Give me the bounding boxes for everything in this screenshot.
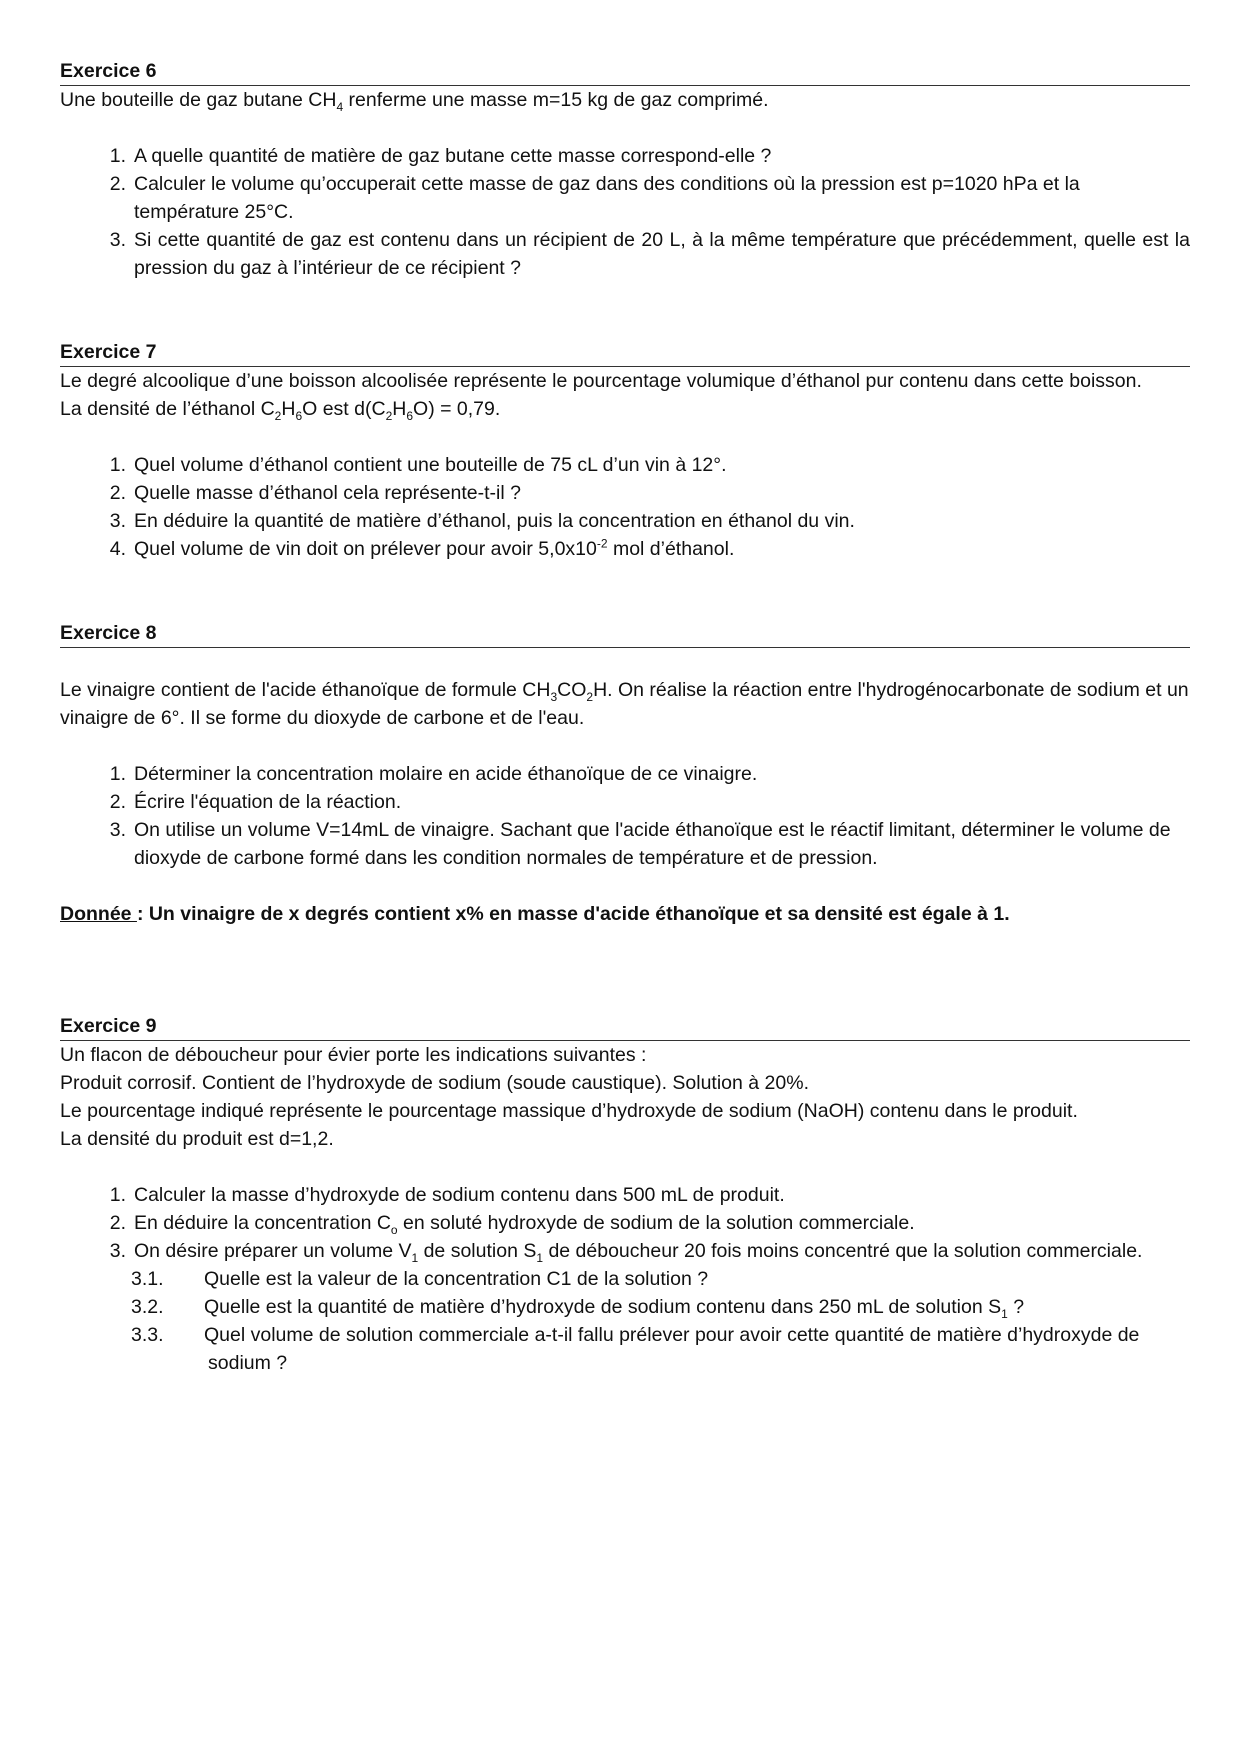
exercise-8 [60, 620, 1190, 928]
exercise-6 [60, 58, 1190, 282]
sub-question-item: 3.1. Quelle est la valeur de la concentration C1 de la solution ? [131, 1268, 709, 1290]
exercise-9-line: Un flacon de déboucheur pour évier porte les indications suivantes : [60, 1044, 647, 1066]
question-item: 3. Si cette quantité de gaz est contenu dans un récipient de 20 L, à la même température que précédemment, quelle est la pression du gaz à l’intérieur de ce récipient ? [109, 229, 1190, 279]
exercise-8-questions [60, 760, 1190, 872]
sub-question-item: 3.2. Quelle est la quantité de matière d’hydroxyde de sodium contenu dans 250 mL de solution $S_1$ ? [131, 1296, 1025, 1321]
question-item: 1. A quelle quantité de matière de gaz butane cette masse correspond-elle ? [109, 145, 772, 167]
exercise-8-title: Exercice 8 [60, 620, 1190, 648]
question-item: 2. Calculer le volume qu’occuperait cette masse de gaz dans des conditions où la pression est p=1020 hPa et la température 25°C. [109, 173, 1080, 223]
sub-question-item: 3.3. Quel volume de solution commerciale a-t-il fallu prélever pour avoir cette quantité de matière d’hydroxyde de sodium ? [131, 1324, 1140, 1374]
exercise-6-title: Exercice 6 [60, 58, 1190, 86]
question-item: 1. Calculer la masse d’hydroxyde de sodium contenu dans 500 mL de produit. [109, 1184, 785, 1206]
question-item: 4. Quel volume de vin doit on prélever pour avoir $5,0x10^{-2}$ mol d’éthanol. [109, 536, 735, 560]
donnee-label: Donnée [60, 903, 137, 925]
exercise-6-intro: Une bouteille de gaz butane $CH_4$ renferme une masse m=15 kg de gaz comprimé. [60, 89, 769, 114]
question-item: 1. Déterminer la concentration molaire en acide éthanoïque de ce vinaigre. [109, 763, 758, 785]
question-item: 2. Écrire l'équation de la réaction. [109, 791, 402, 813]
exercise-9 [60, 1013, 1190, 1377]
exercise-9-questions [60, 1181, 1190, 1265]
exercise-7 [60, 339, 1190, 563]
worksheet-page [60, 58, 1190, 1377]
exercise-7-questions [60, 451, 1190, 563]
question-item: 2. Quelle masse d’éthanol cela représente-t-il ? [109, 482, 521, 504]
question-item: 3. On utilise un volume V=14mL de vinaigre. Sachant que l'acide éthanoïque est le réactif limitant, déterminer le volume de dioxyde de carbone formé dans les condition normales de température et de pression. [109, 819, 1171, 869]
exercise-7-title: Exercice 7 [60, 339, 1190, 367]
exercise-8-donnee: Donnée : Un vinaigre de x degrés contient x% en masse d'acide éthanoïque et sa densité est égale à 1. [60, 903, 1010, 925]
exercise-9-line: La densité du produit est d=1,2. [60, 1128, 334, 1150]
exercise-6-questions [60, 142, 1190, 282]
exercise-9-line: Le pourcentage indiqué représente le pourcentage massique d’hydroxyde de sodium (NaOH) contenu dans le produit. [60, 1100, 1078, 1122]
question-item: 3. En déduire la quantité de matière d’éthanol, puis la concentration en éthanol du vin. [109, 510, 855, 532]
exercise-7-intro: Le degré alcoolique d’une boisson alcoolisée représente le pourcentage volumique d’éthanol pur contenu dans cette boisson. [60, 370, 1142, 392]
exercise-9-title: Exercice 9 [60, 1013, 1190, 1041]
exercise-8-intro: Le vinaigre contient de l'acide éthanoïque de formule $CH_3CO_2H$. On réalise la réaction entre l'hydrogénocarbonate de sodium et un vinaigre de 6°. Il se forme du dioxyde de carbone et de l'eau. [60, 679, 1189, 729]
question-item: 1. Quel volume d’éthanol contient une bouteille de 75 cL d’un vin à 12°. [109, 454, 727, 476]
exercise-7-density: La densité de l’éthanol $C_2H_6O$ est $d(C_2H_6O) = 0,79$. [60, 398, 501, 423]
question-item: 3. On désire préparer un volume $V_1$ de solution $S_1$ de déboucheur 20 fois moins concentré que la solution commerciale. [109, 1240, 1143, 1265]
question-item: 2. En déduire la concentration $C_o$ en soluté hydroxyde de sodium de la solution commerciale. [109, 1212, 915, 1237]
exercise-9-line: Produit corrosif. Contient de l’hydroxyde de sodium (soude caustique). Solution à 20%. [60, 1072, 809, 1094]
